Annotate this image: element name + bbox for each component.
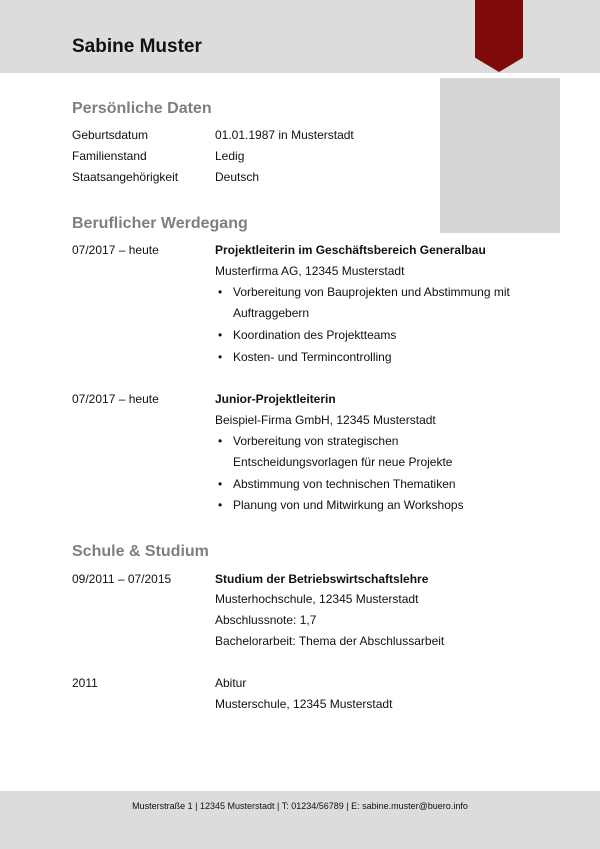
bullet-icon: • bbox=[218, 434, 223, 448]
footer-contact: Musterstraße 1 | 12345 Musterstadt | T: 01234/56789 | E: sabine.muster@buero.info bbox=[132, 801, 468, 811]
bullet-icon: • bbox=[218, 285, 223, 299]
education-degree: Studium der Betriebswirtschaftslehre bbox=[215, 572, 429, 586]
marital-status-label: Familienstand bbox=[72, 149, 147, 163]
page-title: Sabine Muster bbox=[72, 36, 202, 57]
footer-band bbox=[0, 791, 600, 849]
career-period: 07/2017 – heute bbox=[72, 243, 159, 257]
career-role: Junior-Projektleiterin bbox=[215, 392, 336, 406]
education-line: Musterhochschule, 12345 Musterstadt bbox=[215, 592, 419, 606]
nationality-label: Staatsangehörigkeit bbox=[72, 170, 179, 184]
photo-placeholder bbox=[440, 78, 560, 233]
education-line: Abschlussnote: 1,7 bbox=[215, 613, 317, 627]
education-degree: Abitur bbox=[215, 676, 247, 690]
bullet-icon: • bbox=[218, 350, 223, 364]
career-bullet: Kosten- und Termincontrolling bbox=[233, 350, 392, 364]
career-period: 07/2017 – heute bbox=[72, 392, 159, 406]
career-company: Musterfirma AG, 12345 Musterstadt bbox=[215, 264, 405, 278]
marital-status-value: Ledig bbox=[215, 149, 245, 163]
birthdate-label: Geburtsdatum bbox=[72, 128, 149, 142]
nationality-value: Deutsch bbox=[215, 170, 260, 184]
section-title-personal: Persönliche Daten bbox=[72, 100, 212, 117]
bullet-icon: • bbox=[218, 328, 223, 342]
career-company: Beispiel-Firma GmbH, 12345 Musterstadt bbox=[215, 413, 436, 427]
education-line: Bachelorarbeit: Thema der Abschlussarbeit bbox=[215, 634, 445, 648]
bullet-icon: • bbox=[218, 498, 223, 512]
career-bullet: Koordination des Projektteams bbox=[233, 328, 397, 342]
bullet-icon: • bbox=[218, 477, 223, 491]
education-line: Musterschule, 12345 Musterstadt bbox=[215, 697, 393, 711]
education-period: 2011 bbox=[72, 676, 98, 690]
career-bullet: Vorbereitung von Bauprojekten und Abstimmung mit Auftraggebern bbox=[233, 285, 510, 320]
bookmark-ribbon bbox=[475, 0, 523, 72]
section-title-career: Beruflicher Werdegang bbox=[72, 215, 248, 232]
career-role: Projektleiterin im Geschäftsbereich Generalbau bbox=[215, 243, 486, 257]
career-bullet: Vorbereitung von strategischen Entscheidungsvorlagen für neue Projekte bbox=[233, 434, 453, 469]
education-period: 09/2011 – 07/2015 bbox=[72, 572, 172, 586]
birthdate-value: 01.01.1987 in Musterstadt bbox=[215, 128, 354, 142]
career-bullet: Abstimmung von technischen Thematiken bbox=[233, 477, 456, 491]
section-title-education: Schule & Studium bbox=[72, 543, 209, 560]
career-bullet: Planung von und Mitwirkung an Workshops bbox=[233, 498, 464, 512]
